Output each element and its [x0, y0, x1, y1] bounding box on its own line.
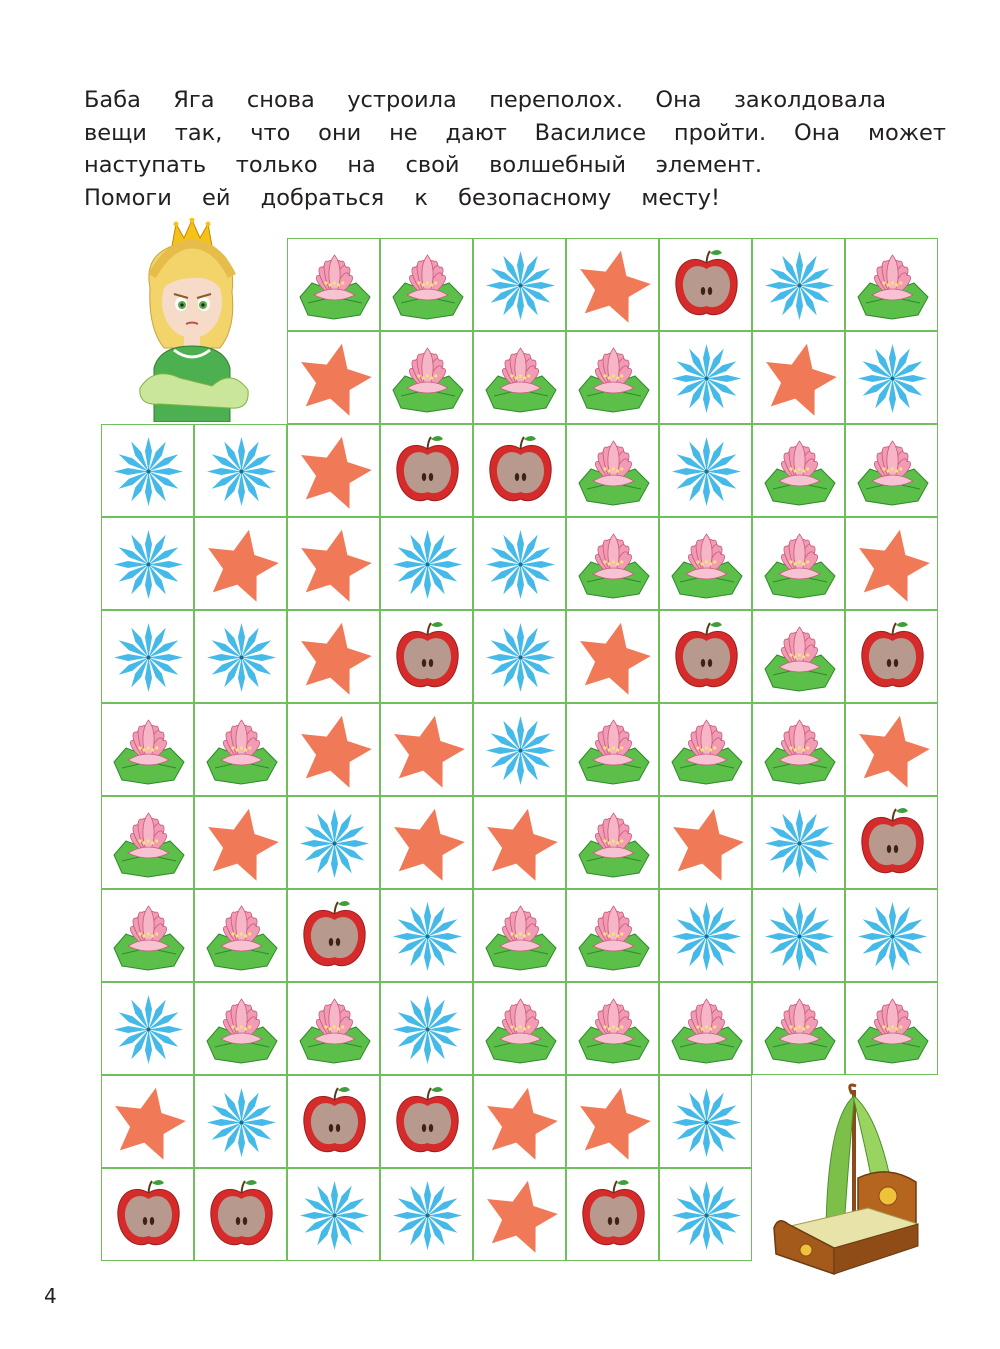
star-icon	[660, 797, 753, 890]
star-icon	[846, 518, 939, 611]
maze-cell[interactable]	[752, 424, 845, 517]
maze-cell[interactable]	[659, 889, 752, 982]
maze-cell[interactable]	[194, 610, 287, 703]
maze-cell[interactable]	[845, 796, 938, 889]
maze-cell[interactable]	[845, 982, 938, 1075]
snowflake-icon	[381, 890, 474, 983]
snowflake-icon	[474, 611, 567, 704]
instructions-line-2: вещи так, что они не дают Василисе пройти. Она может	[84, 119, 946, 146]
maze-cell[interactable]	[287, 610, 380, 703]
lotus-icon	[567, 332, 660, 425]
maze-cell[interactable]	[473, 331, 566, 424]
star-icon	[381, 704, 474, 797]
maze-cell[interactable]	[101, 517, 194, 610]
maze-cell[interactable]	[194, 1075, 287, 1168]
instructions-line-4: Помоги ей добраться к безопасному месту!	[84, 184, 720, 211]
maze-cell[interactable]	[194, 424, 287, 517]
apple-icon	[381, 425, 474, 518]
apple-icon	[288, 1076, 381, 1169]
maze-cell[interactable]	[194, 889, 287, 982]
maze-cell[interactable]	[380, 982, 473, 1075]
maze-cell[interactable]	[473, 424, 566, 517]
apple-icon	[195, 1169, 288, 1262]
maze-cell[interactable]	[566, 796, 659, 889]
maze-cell[interactable]	[380, 517, 473, 610]
snowflake-icon	[660, 1076, 753, 1169]
snowflake-icon	[381, 1169, 474, 1262]
lotus-icon	[474, 983, 567, 1076]
maze-cell[interactable]	[566, 610, 659, 703]
maze-cell[interactable]	[752, 517, 845, 610]
maze-cell[interactable]	[659, 331, 752, 424]
maze-cell[interactable]	[659, 1075, 752, 1168]
snowflake-icon	[474, 239, 567, 332]
star-icon	[195, 797, 288, 890]
maze-cell[interactable]	[194, 1168, 287, 1261]
maze-cell[interactable]	[287, 796, 380, 889]
apple-icon	[660, 239, 753, 332]
maze-cell[interactable]	[380, 796, 473, 889]
maze-cell[interactable]	[101, 1168, 194, 1261]
maze-cell[interactable]	[566, 889, 659, 982]
maze-cell[interactable]	[380, 238, 473, 331]
lotus-icon	[567, 797, 660, 890]
maze-cell[interactable]	[473, 703, 566, 796]
apple-icon	[381, 611, 474, 704]
maze-cell[interactable]	[566, 982, 659, 1075]
lotus-icon	[102, 797, 195, 890]
lotus-icon	[567, 518, 660, 611]
apple-icon	[846, 611, 939, 704]
maze-cell[interactable]	[380, 610, 473, 703]
lotus-icon	[753, 611, 846, 704]
lotus-icon	[567, 425, 660, 518]
apple-icon	[381, 1076, 474, 1169]
maze-cell[interactable]	[287, 238, 380, 331]
maze-cell[interactable]	[101, 982, 194, 1075]
maze-cell[interactable]	[287, 424, 380, 517]
maze-cell[interactable]	[194, 796, 287, 889]
lotus-icon	[474, 332, 567, 425]
snowflake-icon	[846, 332, 939, 425]
lotus-icon	[753, 518, 846, 611]
maze-cell[interactable]	[659, 610, 752, 703]
maze-cell[interactable]	[752, 238, 845, 331]
maze-cell[interactable]	[752, 982, 845, 1075]
lotus-icon	[660, 983, 753, 1076]
maze-cell[interactable]	[845, 517, 938, 610]
star-icon	[288, 704, 381, 797]
maze-cell[interactable]	[380, 703, 473, 796]
maze-cell[interactable]	[659, 1168, 752, 1261]
maze-cell[interactable]	[659, 424, 752, 517]
lotus-icon	[567, 983, 660, 1076]
apple-icon	[102, 1169, 195, 1262]
maze-cell[interactable]	[473, 796, 566, 889]
star-icon	[474, 797, 567, 890]
lotus-icon	[567, 704, 660, 797]
snowflake-icon	[846, 890, 939, 983]
maze-cell[interactable]	[566, 424, 659, 517]
star-icon	[474, 1076, 567, 1169]
maze-cell[interactable]	[659, 982, 752, 1075]
lotus-icon	[288, 239, 381, 332]
maze-cell[interactable]	[380, 331, 473, 424]
maze-cell[interactable]	[194, 703, 287, 796]
snowflake-icon	[753, 239, 846, 332]
maze-cell[interactable]	[845, 331, 938, 424]
snowflake-icon	[660, 890, 753, 983]
star-icon	[846, 704, 939, 797]
snowflake-icon	[474, 704, 567, 797]
maze-cell[interactable]	[845, 424, 938, 517]
lotus-icon	[195, 983, 288, 1076]
instructions-line-3: наступать только на свой волшебный элемент.	[84, 152, 762, 178]
snowflake-icon	[102, 425, 195, 518]
maze-cell[interactable]	[287, 517, 380, 610]
snowflake-icon	[474, 518, 567, 611]
lotus-icon	[195, 890, 288, 983]
snowflake-icon	[195, 611, 288, 704]
maze-cell[interactable]	[659, 517, 752, 610]
star-icon	[288, 332, 381, 425]
maze-cell[interactable]	[380, 1075, 473, 1168]
maze-cell[interactable]	[473, 889, 566, 982]
snowflake-icon	[102, 983, 195, 1076]
star-icon	[195, 518, 288, 611]
snowflake-icon	[288, 797, 381, 890]
snowflake-icon	[195, 425, 288, 518]
star-icon	[567, 611, 660, 704]
maze-cell[interactable]	[287, 1075, 380, 1168]
star-icon	[381, 797, 474, 890]
maze-cell[interactable]	[659, 796, 752, 889]
star-icon	[102, 1076, 195, 1169]
apple-icon	[567, 1169, 660, 1262]
snowflake-icon	[102, 518, 195, 611]
apple-icon	[474, 425, 567, 518]
maze-cell[interactable]	[287, 703, 380, 796]
lotus-icon	[567, 890, 660, 983]
snowflake-icon	[753, 797, 846, 890]
snowflake-icon	[660, 425, 753, 518]
snowflake-icon	[381, 983, 474, 1076]
lotus-icon	[846, 983, 939, 1076]
star-icon	[288, 425, 381, 518]
lotus-icon	[660, 518, 753, 611]
maze-cell[interactable]	[752, 796, 845, 889]
star-icon	[567, 239, 660, 332]
snowflake-icon	[660, 1169, 753, 1262]
maze-cell[interactable]	[287, 889, 380, 982]
lotus-icon	[102, 704, 195, 797]
maze-cell[interactable]	[845, 703, 938, 796]
apple-icon	[660, 611, 753, 704]
maze-cell[interactable]	[566, 703, 659, 796]
lotus-icon	[195, 704, 288, 797]
maze-cell[interactable]	[380, 1168, 473, 1261]
maze-cell[interactable]	[566, 517, 659, 610]
maze-cell[interactable]	[101, 796, 194, 889]
lotus-icon	[846, 425, 939, 518]
lotus-icon	[381, 239, 474, 332]
star-icon	[753, 332, 846, 425]
maze-cell[interactable]	[752, 610, 845, 703]
maze-cell[interactable]	[194, 982, 287, 1075]
snowflake-icon	[288, 1169, 381, 1262]
maze-cell[interactable]	[101, 424, 194, 517]
maze-cell[interactable]	[566, 1168, 659, 1261]
bed-illustration	[768, 1078, 928, 1278]
maze-cell[interactable]	[752, 331, 845, 424]
page-number: 4	[44, 1284, 57, 1308]
maze-cell[interactable]	[287, 331, 380, 424]
maze-cell[interactable]	[566, 331, 659, 424]
maze-cell[interactable]	[194, 517, 287, 610]
snowflake-icon	[381, 518, 474, 611]
lotus-icon	[288, 983, 381, 1076]
snowflake-icon	[660, 332, 753, 425]
maze-cell[interactable]	[845, 889, 938, 982]
maze-cell[interactable]	[380, 889, 473, 982]
lotus-icon	[753, 704, 846, 797]
maze-cell[interactable]	[473, 982, 566, 1075]
lotus-icon	[846, 239, 939, 332]
star-icon	[288, 518, 381, 611]
maze-cell[interactable]	[101, 703, 194, 796]
maze-cell[interactable]	[473, 238, 566, 331]
lotus-icon	[474, 890, 567, 983]
maze-cell[interactable]	[845, 238, 938, 331]
maze-cell[interactable]	[473, 1168, 566, 1261]
star-icon	[288, 611, 381, 704]
maze-cell[interactable]	[287, 1168, 380, 1261]
maze-cell[interactable]	[659, 703, 752, 796]
maze-cell[interactable]	[101, 889, 194, 982]
star-icon	[567, 1076, 660, 1169]
maze-cell[interactable]	[845, 610, 938, 703]
snowflake-icon	[195, 1076, 288, 1169]
snowflake-icon	[753, 890, 846, 983]
maze-cell[interactable]	[380, 424, 473, 517]
maze-cell[interactable]	[752, 889, 845, 982]
maze-cell[interactable]	[566, 1075, 659, 1168]
snowflake-icon	[102, 611, 195, 704]
maze-cell[interactable]	[473, 517, 566, 610]
lotus-icon	[753, 425, 846, 518]
apple-icon	[288, 890, 381, 983]
maze-cell[interactable]	[101, 1075, 194, 1168]
apple-icon	[846, 797, 939, 890]
maze-cell[interactable]	[659, 238, 752, 331]
maze-cell[interactable]	[101, 610, 194, 703]
lotus-icon	[753, 983, 846, 1076]
lotus-icon	[660, 704, 753, 797]
star-icon	[474, 1169, 567, 1262]
instructions-line-1: Баба Яга снова устроила переполох. Она заколдовала	[84, 87, 886, 113]
lotus-icon	[381, 332, 474, 425]
maze-cell[interactable]	[566, 238, 659, 331]
lotus-icon	[102, 890, 195, 983]
maze-cell[interactable]	[287, 982, 380, 1075]
maze-cell[interactable]	[473, 1075, 566, 1168]
maze-cell[interactable]	[752, 703, 845, 796]
maze-cell[interactable]	[473, 610, 566, 703]
